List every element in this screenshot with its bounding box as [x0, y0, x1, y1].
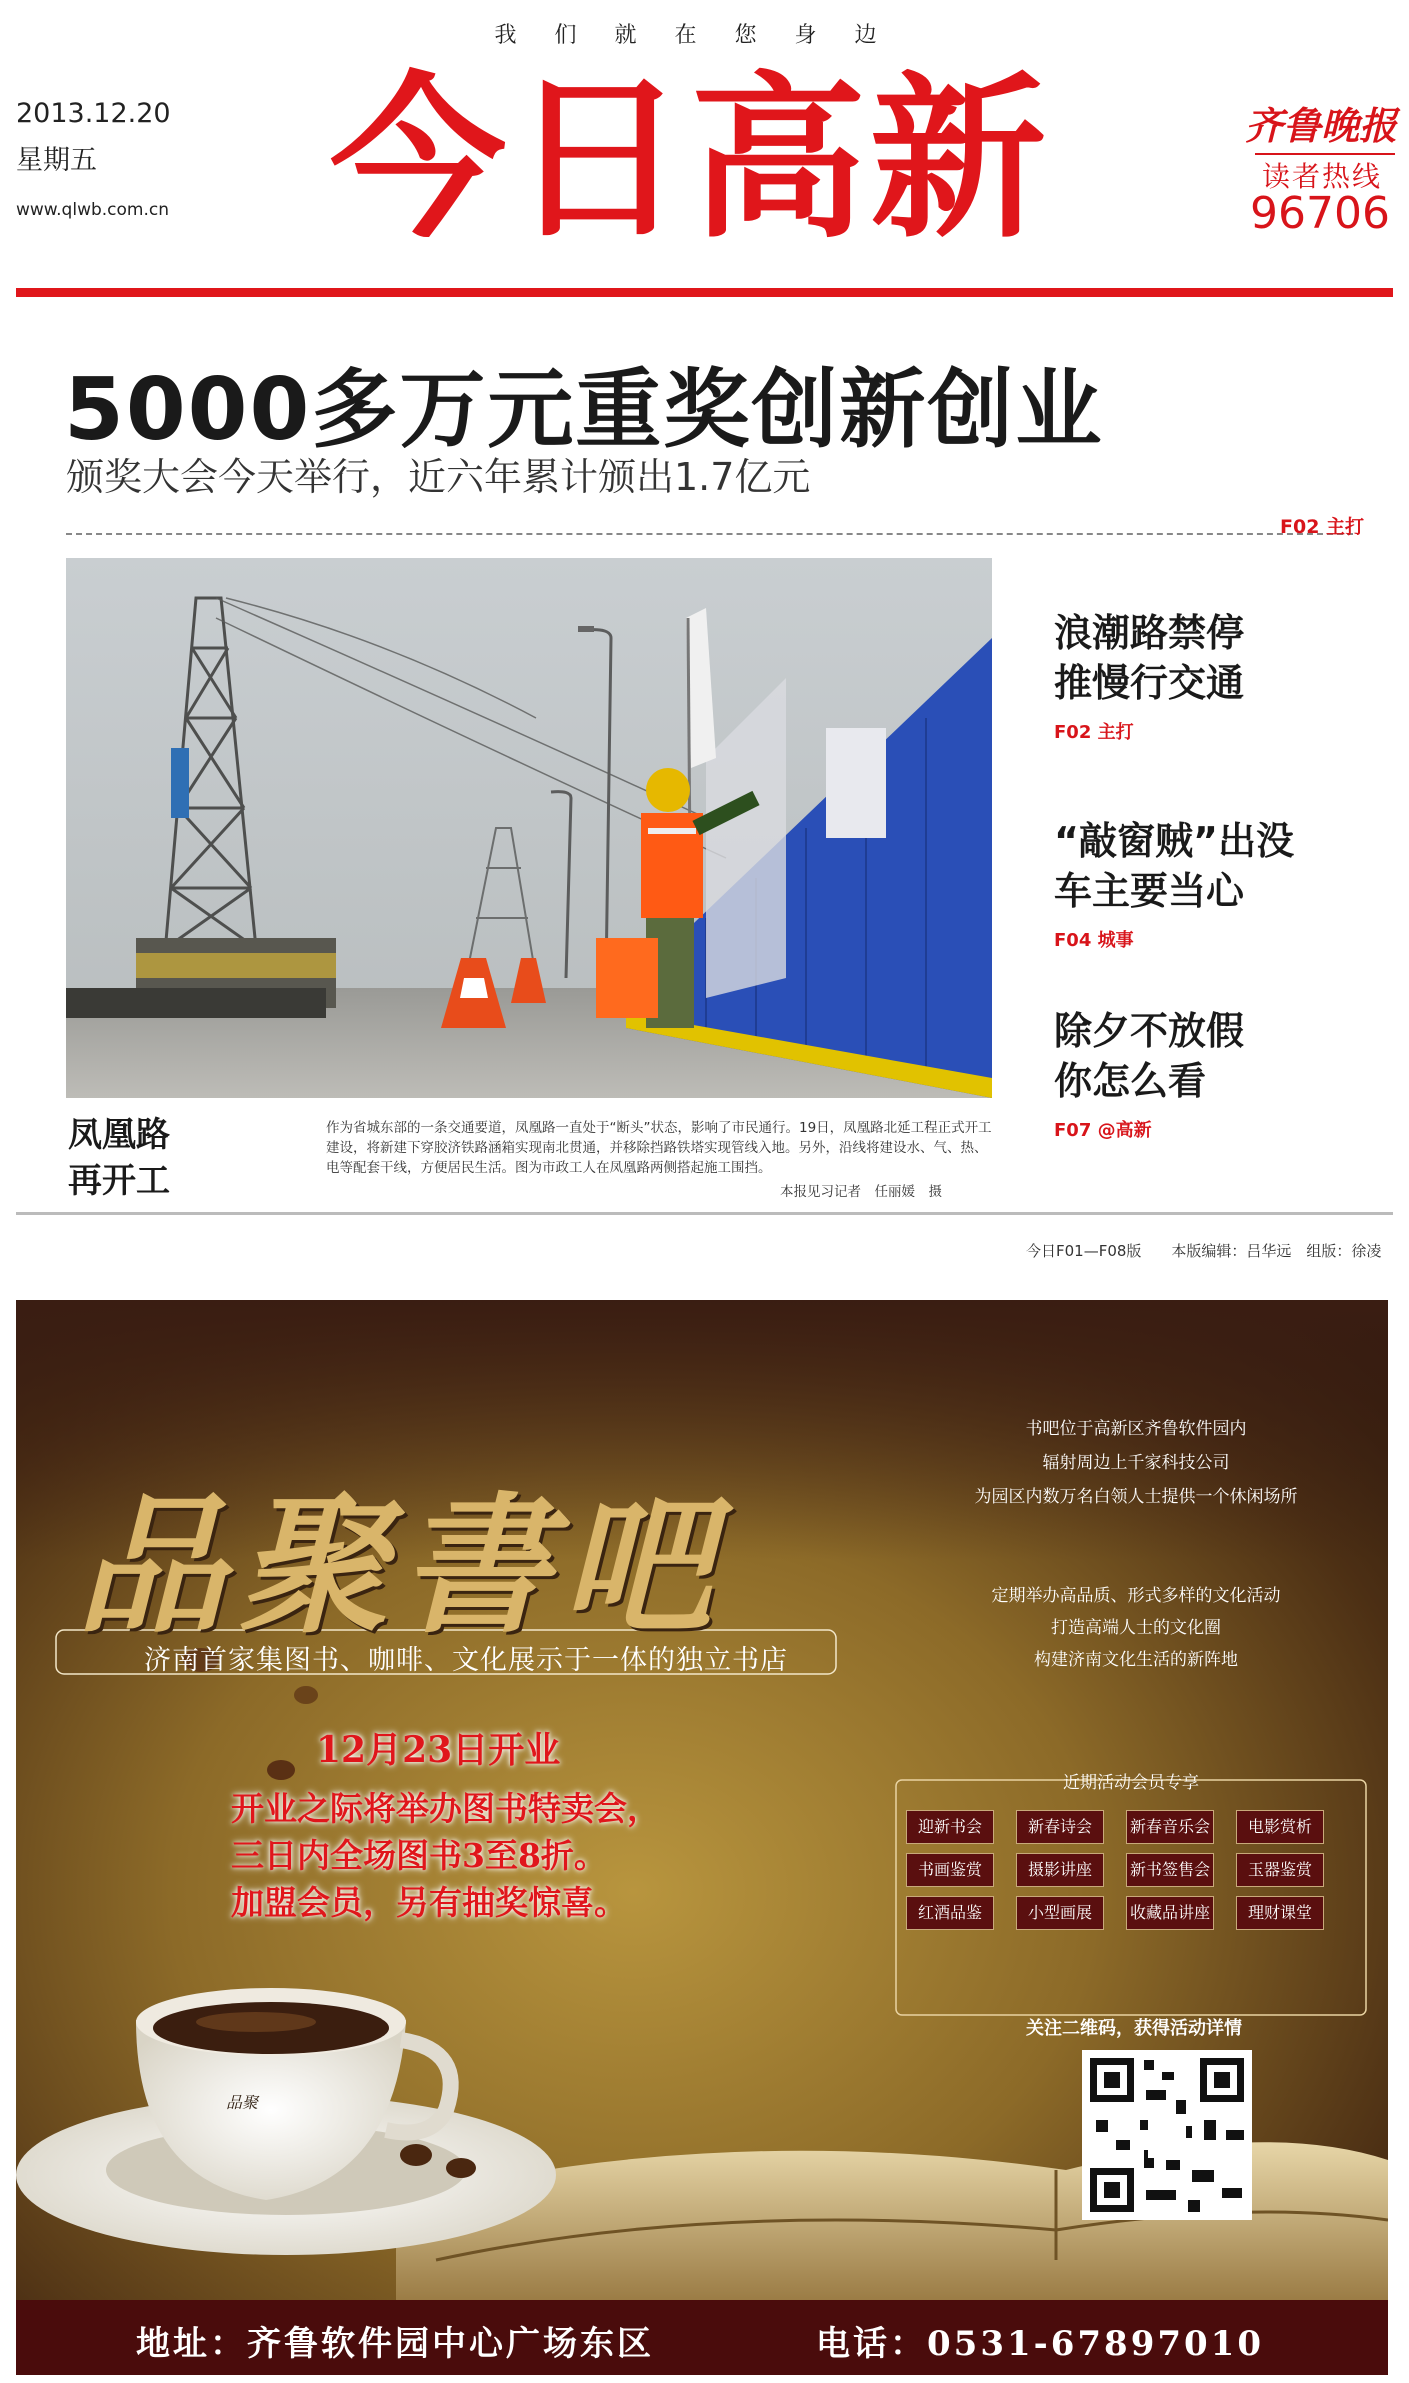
event-tag: 新春诗会	[1016, 1810, 1104, 1844]
ad-address: 地址：齐鲁软件园中心广场东区	[136, 2324, 654, 2364]
photo-caption: 作为省城东部的一条交通要道，凤凰路一直处于“断头”状态，影响了市民通行。19日，凤凰路北延工程正式开工建设，将新建下穿胶济铁路涵箱实现南北贯通，并移除挡路铁塔实现管线入地。另外，沿线将建设水、气、热、电等配套干线，方便居民生活。图为市政工人在凤凰路两侧搭起施工围挡。	[326, 1120, 992, 1176]
event-tag: 红酒品鉴	[906, 1896, 994, 1930]
news-photo[interactable]	[66, 558, 992, 1098]
bookstore-advertisement[interactable]	[16, 1300, 1388, 2375]
ad-promo-line: 加盟会员，另有抽奖惊喜。	[231, 1883, 627, 1922]
ad-intro	[886, 1412, 1386, 1514]
ad-promo	[231, 1785, 660, 1926]
side-story[interactable]	[1054, 816, 1294, 952]
ad-intro-line: 辐射周边上千家科技公司	[1042, 1453, 1230, 1473]
ad-phone[interactable]: 电话：0531-67897010	[816, 2324, 1264, 2364]
ad-mission-line: 定期举办高品质、形式多样的文化活动	[991, 1586, 1281, 1606]
side-story[interactable]	[1054, 1006, 1244, 1142]
ad-opening-date: 12月23日开业	[316, 1729, 561, 1771]
masthead-slogan: 我们就在您身边	[494, 23, 915, 48]
page-footer-credits: 今日F01—F08版 本版编辑：吕华远 组版：徐凌	[1026, 1242, 1382, 1260]
ad-promo-line: 三日内全场图书3至8折。	[231, 1836, 607, 1875]
side-story-title-line1: 浪潮路禁停	[1054, 611, 1245, 655]
masthead-divider	[16, 288, 1393, 297]
newspaper-logo: 齐鲁晚报	[1245, 103, 1398, 148]
ad-intro-line: 为园区内数万名白领人士提供一个休闲场所	[974, 1487, 1298, 1507]
ad-events-title: 近期活动会员专享	[1063, 1773, 1199, 1793]
issue-weekday: 星期五	[16, 145, 97, 176]
side-story[interactable]	[1054, 608, 1244, 744]
side-story-page-ref[interactable]: F07 @高新	[1054, 1120, 1152, 1141]
event-tag: 迎新书会	[906, 1810, 994, 1844]
cup-logo: 品聚	[226, 2093, 259, 2112]
event-tag: 电影赏析	[1236, 1810, 1324, 1844]
footer-divider	[16, 1212, 1393, 1215]
side-story-page-ref[interactable]: F04 城事	[1054, 930, 1134, 951]
event-tag: 新春音乐会	[1126, 1810, 1214, 1844]
side-story-title-line1: 除夕不放假	[1054, 1009, 1245, 1053]
event-tag: 摄影讲座	[1016, 1853, 1104, 1887]
issue-date: 2013.12.20	[16, 98, 171, 129]
side-story-title-line2: 车主要当心	[1054, 869, 1245, 913]
lead-page-ref[interactable]: F02 主打	[1280, 516, 1365, 538]
event-tag: 小型画展	[1016, 1896, 1104, 1930]
event-tag: 书画鉴赏	[906, 1853, 994, 1887]
photo-caption-title-line2: 再开工	[68, 1161, 170, 1201]
photo-caption-title-line1: 凤凰路	[68, 1115, 170, 1155]
ad-mission-line: 打造高端人士的文化圈	[1051, 1618, 1221, 1638]
event-tag: 理财课堂	[1236, 1896, 1324, 1930]
website-link[interactable]: www.qlwb.com.cn	[16, 200, 169, 220]
construction-photo-illustration	[66, 558, 992, 1098]
qr-code[interactable]	[1082, 2050, 1252, 2220]
event-tag: 收藏品讲座	[1126, 1896, 1214, 1930]
ad-qr-hint: 关注二维码，获得活动详情	[1026, 2018, 1242, 2039]
side-story-title-line2: 你怎么看	[1054, 1059, 1207, 1103]
hotline-number: 96706	[1250, 188, 1390, 239]
hotline-label: 读者热线	[1262, 160, 1383, 193]
ad-mission-line: 构建济南文化生活的新阵地	[1034, 1650, 1238, 1670]
side-story-title-line1: “敲窗贼”出没	[1054, 819, 1294, 863]
side-story-page-ref[interactable]: F02 主打	[1054, 722, 1134, 743]
ad-brand: 品聚書吧	[76, 1478, 725, 1654]
dashed-divider	[66, 533, 1353, 535]
masthead-title: 今日高新	[329, 57, 1050, 262]
photo-credit: 本报见习记者 任丽媛 摄	[780, 1184, 942, 1200]
event-tag: 玉器鉴赏	[1236, 1853, 1324, 1887]
side-story-title-line2: 推慢行交通	[1054, 661, 1245, 705]
ad-promo-line: 开业之际将举办图书特卖会，	[231, 1789, 660, 1828]
event-tag: 新书签售会	[1126, 1853, 1214, 1887]
photo-caption-title	[68, 1112, 170, 1204]
ad-tagline: 济南首家集图书、咖啡、文化展示于一体的独立书店	[144, 1645, 788, 1676]
lead-subheadline: 颁奖大会今天举行，近六年累计颁出1.7亿元	[66, 455, 811, 499]
lead-headline[interactable]: 5000多万元重奖创新创业	[64, 360, 1104, 460]
ad-mission	[886, 1580, 1386, 1676]
ad-intro-line: 书吧位于高新区齐鲁软件园内	[1025, 1419, 1247, 1439]
